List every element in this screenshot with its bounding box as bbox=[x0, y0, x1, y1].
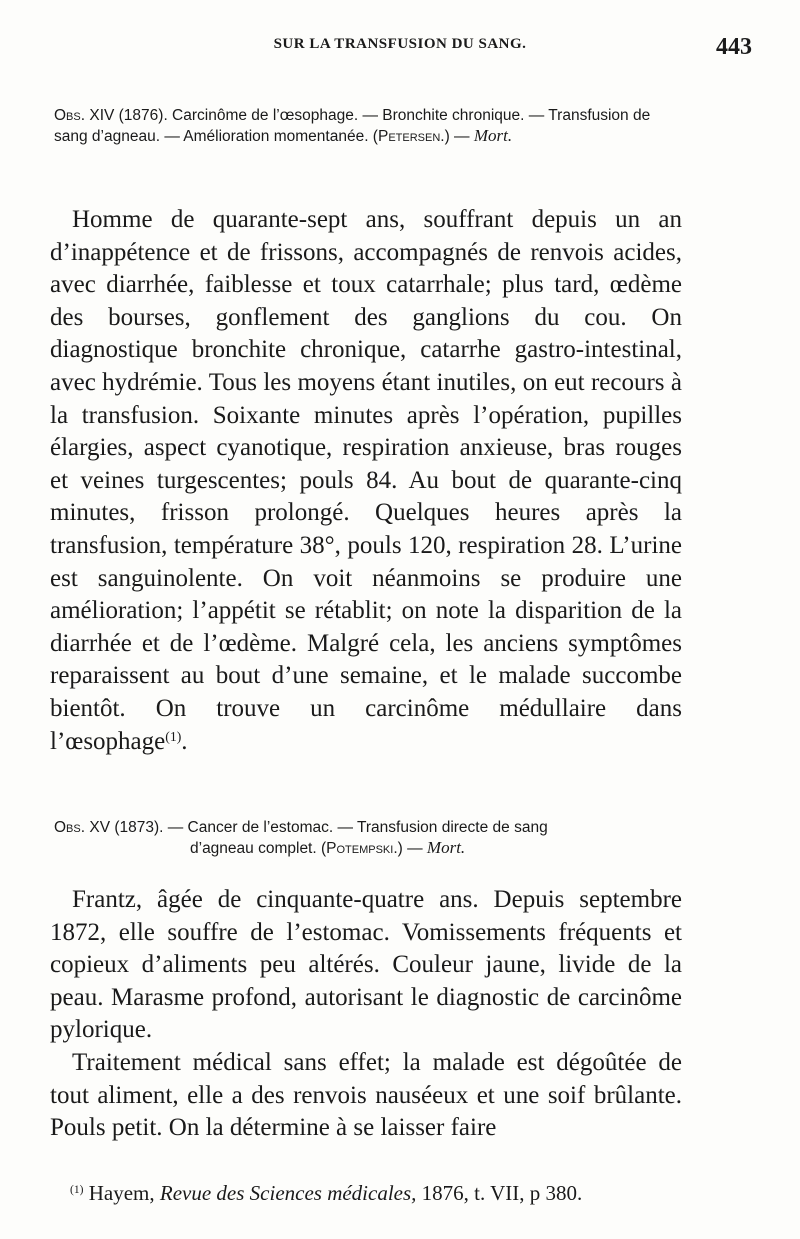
paragraph-1-text: Homme de quarante-sept ans, souffrant depuis un an d’inappétence et de frissons, accompagnés de renvois acides, avec diarrhée, faiblesse et toux catarrhale; plus tard, œdème des bourses, gonflement des ganglions du cou. On diagnostique bronchite chronique, catarrhe gastro-intestinal, avec hydrémie. Tous les moyens étant inutiles, on eut recours à la transfusion. Soixante minutes après l’opération, pupilles élargies, aspect cyanotique, respiration anxieuse, bras rouges et veines turgescentes; pouls 84. Au bout de quarante-cinq minutes, frisson prolongé. Quelques heures après la transfusion, température 38°, pouls 120, respiration 28. L’urine est sanguinolente. On voit néanmoins se produire une amélioration; l’appétit se rétablit; on note la disparition de la diarrhée et de l’œdème. Malgré cela, les anciens symptômes reparaissent au bout d’une semaine, et le malade succombe bientôt. On trouve un carcinôme médullaire dans l’œsophage bbox=[50, 206, 682, 755]
observation-14-heading bbox=[54, 106, 684, 147]
footnote-reference: (1) bbox=[165, 728, 182, 744]
paragraph-1-end: . bbox=[181, 727, 188, 755]
footnote-mark: (1) bbox=[70, 1184, 84, 1197]
obs-14-summary: XIV (1876). Carcinôme de l’œsophage. — Bronchite chronique. — Transfusion de sang d’agneau. — Amélioration momentanée. ( bbox=[54, 107, 651, 145]
observation-15-heading bbox=[54, 818, 670, 859]
obs-15-summary-2: d’agneau complet. ( bbox=[190, 840, 327, 857]
obs-15-outcome: Mort. bbox=[426, 838, 466, 857]
obs-15-separator: .) — bbox=[393, 840, 427, 857]
obs-label: Obs. bbox=[54, 107, 86, 124]
obs-14-outcome: Mort. bbox=[473, 126, 513, 145]
footnote-author: Hayem, bbox=[83, 1181, 160, 1205]
footnote-journal: Revue des Sciences médicales, bbox=[159, 1181, 417, 1205]
footnote bbox=[70, 1180, 682, 1206]
obs-15-line2 bbox=[54, 838, 670, 859]
footnote-details: 1876, t. VII, p 380. bbox=[416, 1181, 583, 1205]
page-header bbox=[48, 34, 752, 62]
obs-label: Obs. bbox=[54, 819, 86, 836]
obs-15-author: Potempski bbox=[326, 840, 394, 857]
observation-15-paragraph-2: Traitement médical sans effet; la malade est dégoûtée de tout aliment, elle a des renvois nauséeux et une soif brûlante. Pouls petit. On la détermine à se laisser faire bbox=[50, 1049, 682, 1142]
obs-14-author: Petersen bbox=[377, 128, 441, 145]
obs-14-separator: .) — bbox=[440, 128, 474, 145]
running-title: SUR LA TRANSFUSION DU SANG. bbox=[273, 36, 527, 52]
observation-15-paragraph-1: Frantz, âgée de cinquante-quatre ans. Depuis septembre 1872, elle souffre de l’estomac. Vomissements fréquents et copieux d’aliments peu altérés. Couleur jaune, livide de la peau. Marasme profond, autorisant le diagnostic de carcinôme pylorique. bbox=[50, 886, 682, 1044]
obs-15-summary: XV (1873). — Cancer de l’estomac. — Transfusion directe de sang bbox=[85, 819, 548, 836]
observation-14-paragraph bbox=[50, 204, 682, 758]
page-number: 443 bbox=[716, 34, 752, 60]
